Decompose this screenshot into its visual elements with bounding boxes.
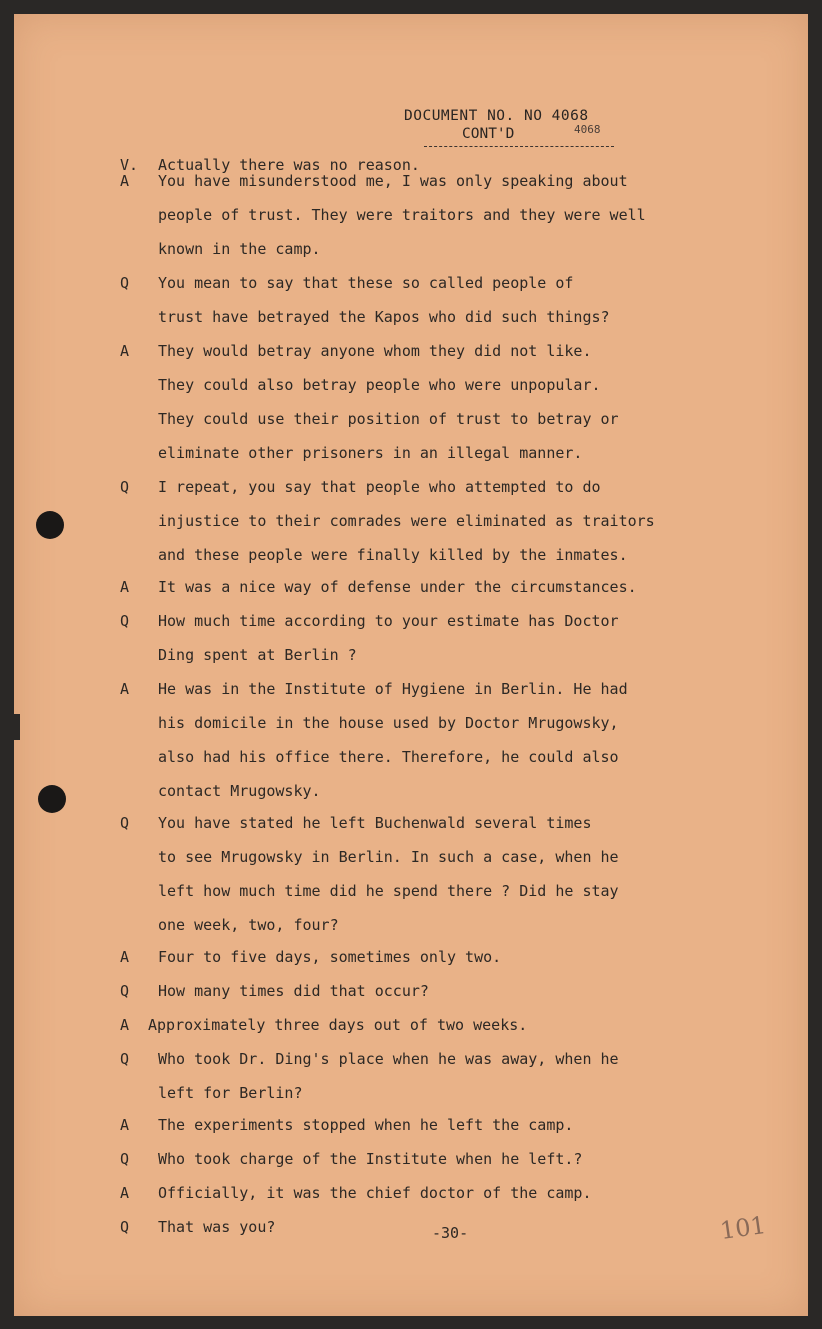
line-text: The experiments stopped when he left the camp. [158,1116,574,1134]
transcript-line [0,814,794,844]
line-text: Approximately three days out of two weeks. [148,1016,528,1034]
line-text: injustice to their comrades were eliminated as traitors [158,512,655,530]
line-text: That was you? [158,1218,276,1236]
page-number: -30- [432,1224,469,1242]
transcript-line [0,1050,794,1080]
transcript-line [0,714,794,744]
transcript-line [0,782,794,812]
speaker-label: A [120,680,130,698]
line-text: left for Berlin? [158,1084,303,1102]
line-text: contact Mrugowsky. [158,782,321,800]
speaker-label: A [120,1116,130,1134]
line-text: eliminate other prisoners in an illegal manner. [158,444,583,462]
line-text: They would betray anyone whom they did not like. [158,342,592,360]
transcript-line [0,578,794,608]
line-text: his domicile in the house used by Doctor Mrugowsky, [158,714,619,732]
continued-label: CONT'D [462,126,515,142]
line-text: people of trust. They were traitors and they were well [158,206,646,224]
line-text: one week, two, four? [158,916,339,934]
speaker-label: Q [120,1218,130,1236]
transcript-line [0,1084,794,1114]
speaker-label: Q [120,274,130,292]
line-text: trust have betrayed the Kapos who did such things? [158,308,610,326]
transcript-line [0,612,794,642]
transcript-line [0,1116,794,1146]
transcript-line [0,1184,794,1214]
header-underline [424,146,614,147]
line-text: and these people were finally killed by the inmates. [158,546,628,564]
line-text: Four to five days, sometimes only two. [158,948,502,966]
speaker-label: Q [120,612,130,630]
speaker-label: Q [120,1150,130,1168]
transcript-line [0,1150,794,1180]
handwritten-document-number: 4068 [574,123,601,136]
line-text: I repeat, you say that people who attempted to do [158,478,601,496]
transcript-line [0,948,794,978]
line-text: They could use their position of trust to betray or [158,410,619,428]
speaker-label: A [120,342,130,360]
line-text: It was a nice way of defense under the circumstances. [158,578,637,596]
speaker-label: Q [120,478,130,496]
line-text: How much time according to your estimate has Doctor [158,612,619,630]
transcript-line [0,342,794,372]
pencil-annotation [718,1210,770,1254]
line-text: You mean to say that these so called people of [158,274,574,292]
speaker-label: A [120,1184,130,1202]
speaker-label: A [120,578,130,596]
line-text: Who took Dr. Ding's place when he was away, when he [158,1050,619,1068]
transcript-line [0,646,794,676]
transcript-line [0,882,794,912]
transcript-line [0,376,794,406]
speaker-label: V. [120,156,139,174]
pencil-annotation-text: 101 [718,1210,768,1246]
transcript-line [0,240,794,270]
transcript-line [0,982,794,1012]
line-text: also had his office there. Therefore, he could also [158,748,619,766]
transcript-line [0,308,794,338]
line-text: You have stated he left Buchenwald several times [158,814,592,832]
speaker-label: Q [120,814,130,832]
transcript-line [0,848,794,878]
transcript-line [0,274,794,304]
transcript-line [0,1218,794,1248]
transcript-line [0,172,794,202]
line-text: Who took charge of the Institute when he left.? [158,1150,583,1168]
line-text: How many times did that occur? [158,982,429,1000]
transcript-line [0,680,794,710]
transcript-line [0,478,794,508]
transcript-line [0,748,794,778]
transcript-line [0,916,794,946]
line-text: He was in the Institute of Hygiene in Berlin. He had [158,680,628,698]
transcript-line [0,444,794,474]
line-text: Officially, it was the chief doctor of the camp. [158,1184,592,1202]
speaker-label: Q [120,982,130,1000]
speaker-label: A [120,1016,130,1034]
speaker-label: A [120,172,130,190]
line-text: known in the camp. [158,240,321,258]
line-text: left how much time did he spend there ? Did he stay [158,882,619,900]
line-text: They could also betray people who were unpopular. [158,376,601,394]
line-text: You have misunderstood me, I was only speaking about [158,172,628,190]
line-text: Ding spent at Berlin ? [158,646,357,664]
document-number-text: DOCUMENT NO. NO 4068 [404,108,589,124]
transcript-line [0,1016,794,1046]
speaker-label: A [120,948,130,966]
transcript-line [0,546,794,576]
transcript-line [0,512,794,542]
transcript-line [0,206,794,236]
transcript-line [0,410,794,440]
line-text: Actually there was no reason. [158,156,420,174]
document-number [404,108,589,124]
line-text: to see Mrugowsky in Berlin. In such a case, when he [158,848,619,866]
speaker-label: Q [120,1050,130,1068]
